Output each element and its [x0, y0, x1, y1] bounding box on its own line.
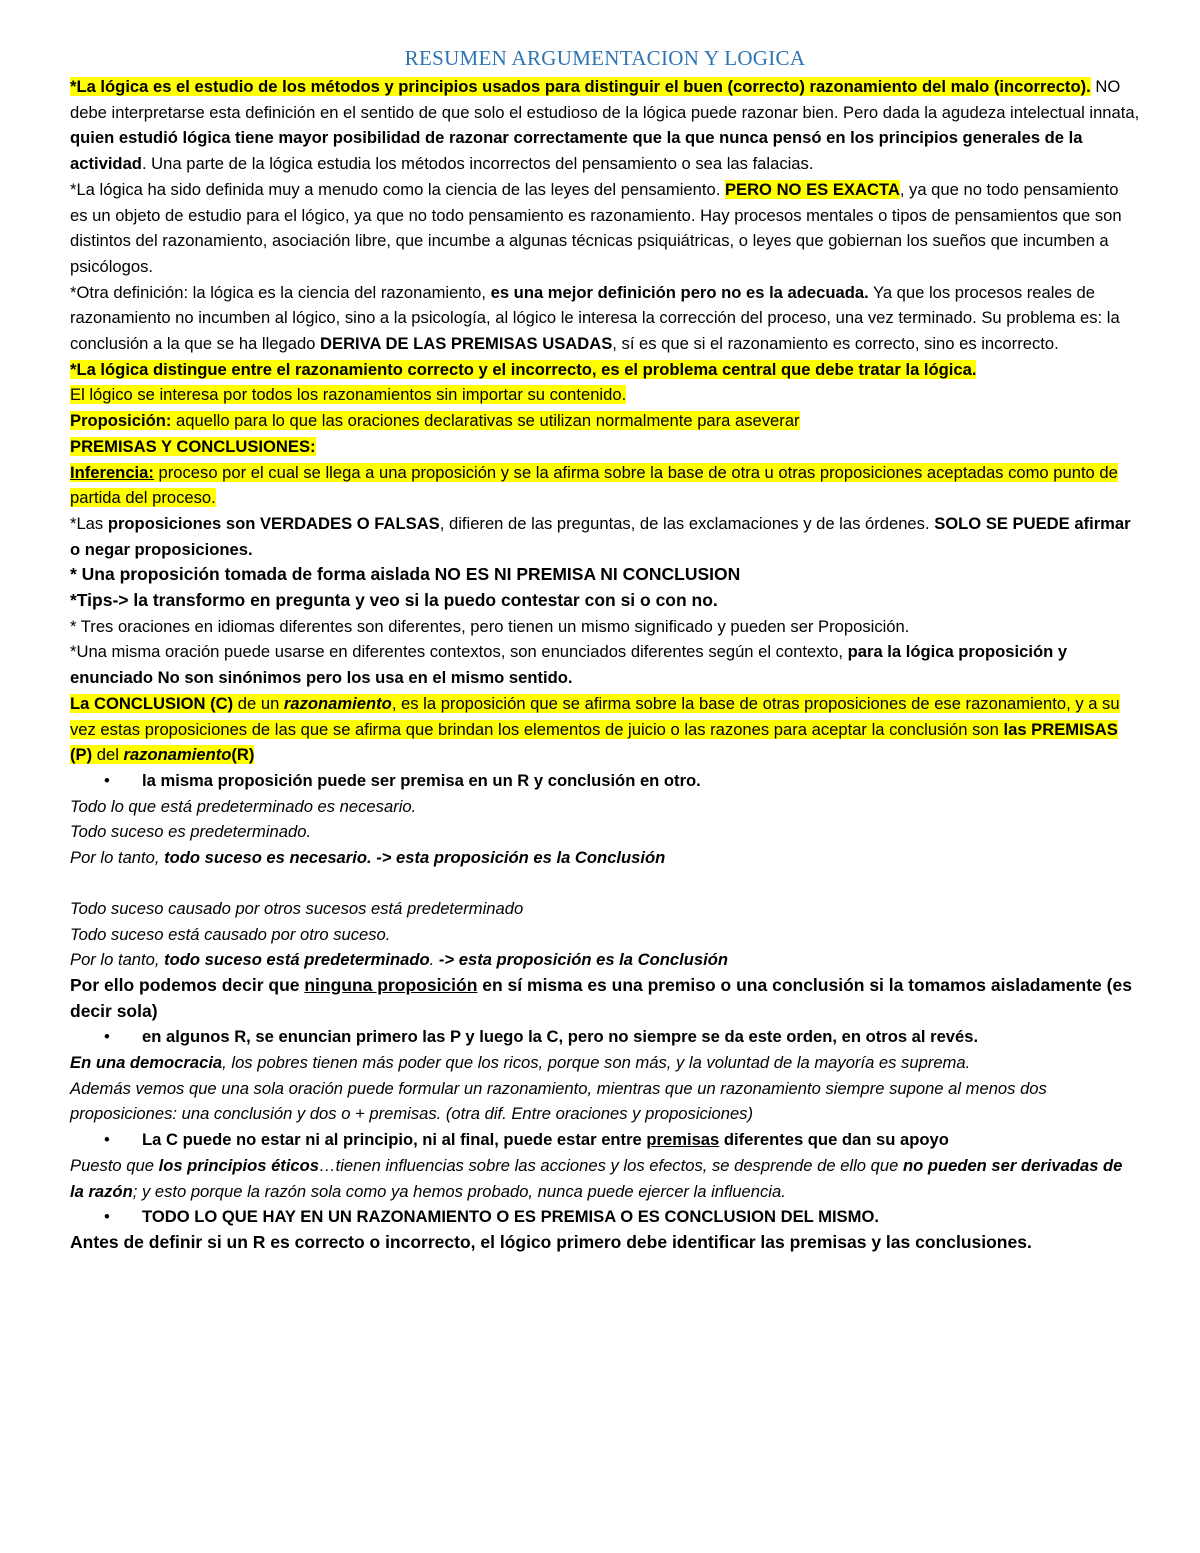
paragraph-conclusion-definicion: La CONCLUSION (C) de un razonamiento, es la proposición que se afirma sobre la base de otras proposiciones de ese razonamiento, y a su vez estas proposiciones de las que se afirma que brindan los elementos de juicio o las razones para aceptar la conclusión son las PREMISAS (P) del razonamiento(R) — [70, 693, 1120, 765]
example-line: Por lo tanto, todo suceso está predeterminado. -> esta proposición es la Conclusión — [70, 950, 728, 970]
bullet-item-orden: • en algunos R, se enuncian primero las P y luego la C, pero no siempre se da este orden, en otros al revés. — [70, 1024, 1140, 1050]
paragraph-misma-oracion: *Una misma oración puede usarse en diferentes contextos, son enunciados diferentes según el contexto, para la lógica proposición y enunciado No son sinónimos pero los usa en el mismo sentido. — [70, 642, 1068, 688]
example-line: Todo lo que está predeterminado es necesario. — [70, 796, 417, 816]
bullet-icon: • — [104, 1027, 110, 1047]
paragraph-antes-de-definir: Antes de definir si un R es correcto o incorrecto, el lógico primero debe identificar las premisas y las conclusiones. — [70, 1231, 1032, 1252]
paragraph-proposicion: Proposición: aquello para lo que las oraciones declarativas se utilizan normalmente para aseverar — [70, 411, 800, 431]
bullet-icon: • — [104, 770, 110, 790]
example-line: Todo suceso está causado por otro suceso. — [70, 924, 391, 944]
paragraph-leyes-pensamiento: *La lógica ha sido definida muy a menudo como la ciencia de las leyes del pensamiento. PERO NO ES EXACTA, ya que no todo pensamiento es un objeto de estudio para el lógico, ya que no todo pensamiento es razonamiento. Hay procesos mentales o tipos de pensamientos que son distintos del razonamiento, asociación libre, que incumbe a algunas técnicas psiquiátricas, o leyes que gobiernan los sueños que incumben a psicólogos. — [70, 179, 1122, 276]
bullet-icon: • — [104, 1130, 110, 1150]
paragraph-interes-logico: El lógico se interesa por todos los razonamientos sin importar su contenido. — [70, 385, 627, 405]
bullet-item-misma-proposicion: • la misma proposición puede ser premisa en un R y conclusión en otro. — [70, 768, 1140, 794]
paragraph-problema-central: *La lógica distingue entre el razonamiento correcto y el incorrecto, es el problema central que debe tratar la lógica. — [70, 359, 977, 379]
paragraph-tips: *Tips-> la transformo en pregunta y veo si la puedo contestar con si o con no. — [70, 590, 718, 611]
example-line: Por lo tanto, todo suceso es necesario. -> esta proposición es la Conclusión — [70, 848, 666, 868]
bullet-icon: • — [104, 1207, 110, 1227]
paragraph-aislada: * Una proposición tomada de forma aislada NO ES NI PREMISA NI CONCLUSION — [70, 564, 741, 585]
example-line: Todo suceso causado por otros sucesos está predeterminado — [70, 898, 524, 918]
document-body — [70, 44, 1140, 1256]
example-democracia: En una democracia, los pobres tienen más poder que los ricos, porque son más, y la voluntad de la mayoría es suprema. — [70, 1053, 971, 1073]
bullet-item-todo-razonamiento: • TODO LO QUE HAY EN UN RAZONAMIENTO O ES PREMISA O ES CONCLUSION DEL MISMO. — [70, 1204, 1140, 1230]
example-principios-eticos: Puesto que los principios éticos…tienen influencias sobre las acciones y los efectos, se desprende de ello que no pueden ser derivadas de la razón; y esto porque la razón sola como ya hemos probado, nunca puede ejercer la influencia. — [70, 1155, 1123, 1201]
spacer — [70, 871, 1140, 896]
paragraph-verdades-falsas: *Las proposiciones son VERDADES O FALSAS, difieren de las preguntas, de las exclamaciones y de las órdenes. SOLO SE PUEDE afirmar o negar proposiciones. — [70, 513, 1131, 559]
bullet-item-posicion-conclusion: • La C puede no estar ni al principio, ni al final, puede estar entre premisas diferentes que dan su apoyo — [70, 1127, 1140, 1153]
example-note: Además vemos que una sola oración puede formular un razonamiento, mientras que un razonamiento siempre supone al menos dos proposiciones: una conclusión y dos o + premisas. (otra dif. Entre oraciones y proposiciones) — [70, 1078, 1047, 1124]
heading-premisas-conclusiones: PREMISAS Y CONCLUSIONES: — [70, 436, 316, 456]
paragraph-definicion-logica: *La lógica es el estudio de los métodos y principios usados para distinguir el buen (correcto) razonamiento del malo (incorrecto). NO debe interpretarse esta definición en el sentido de que solo el estudioso de la lógica puede razonar bien. Pero dada la agudeza intelectual innata, quien estudió lógica tiene mayor posibilidad de razonar correctamente que la que nunca pensó en los principios generales de la actividad. Una parte de la lógica estudia los métodos incorrectos del pensamiento o sea las falacias. — [70, 77, 1140, 174]
document-title: RESUMEN ARGUMENTACION Y LOGICA — [404, 46, 806, 70]
paragraph-ninguna-proposicion: Por ello podemos decir que ninguna proposición en sí misma es una premiso o una conclusión si la tomamos aisladamente (es decir sola) — [70, 974, 1132, 1021]
paragraph-otra-definicion: *Otra definición: la lógica es la ciencia del razonamiento, es una mejor definición pero no es la adecuada. Ya que los procesos reales de razonamiento no incumben al lógico, sino a la psicología, al lógico le interesa la corrección del proceso, una vez terminado. Su problema es: la conclusión a la que se ha llegado DERIVA DE LAS PREMISAS USADAS, sí es que si el razonamiento es correcto, sino es incorrecto. — [70, 282, 1120, 354]
example-line: Todo suceso es predeterminado. — [70, 822, 312, 842]
paragraph-inferencia: Inferencia: proceso por el cual se llega a una proposición y se la afirma sobre la base de otra u otras proposiciones aceptadas como punto de partida del proceso. — [70, 462, 1118, 508]
paragraph-tres-oraciones: * Tres oraciones en idiomas diferentes son diferentes, pero tienen un mismo significado y pueden ser Proposición. — [70, 616, 910, 636]
